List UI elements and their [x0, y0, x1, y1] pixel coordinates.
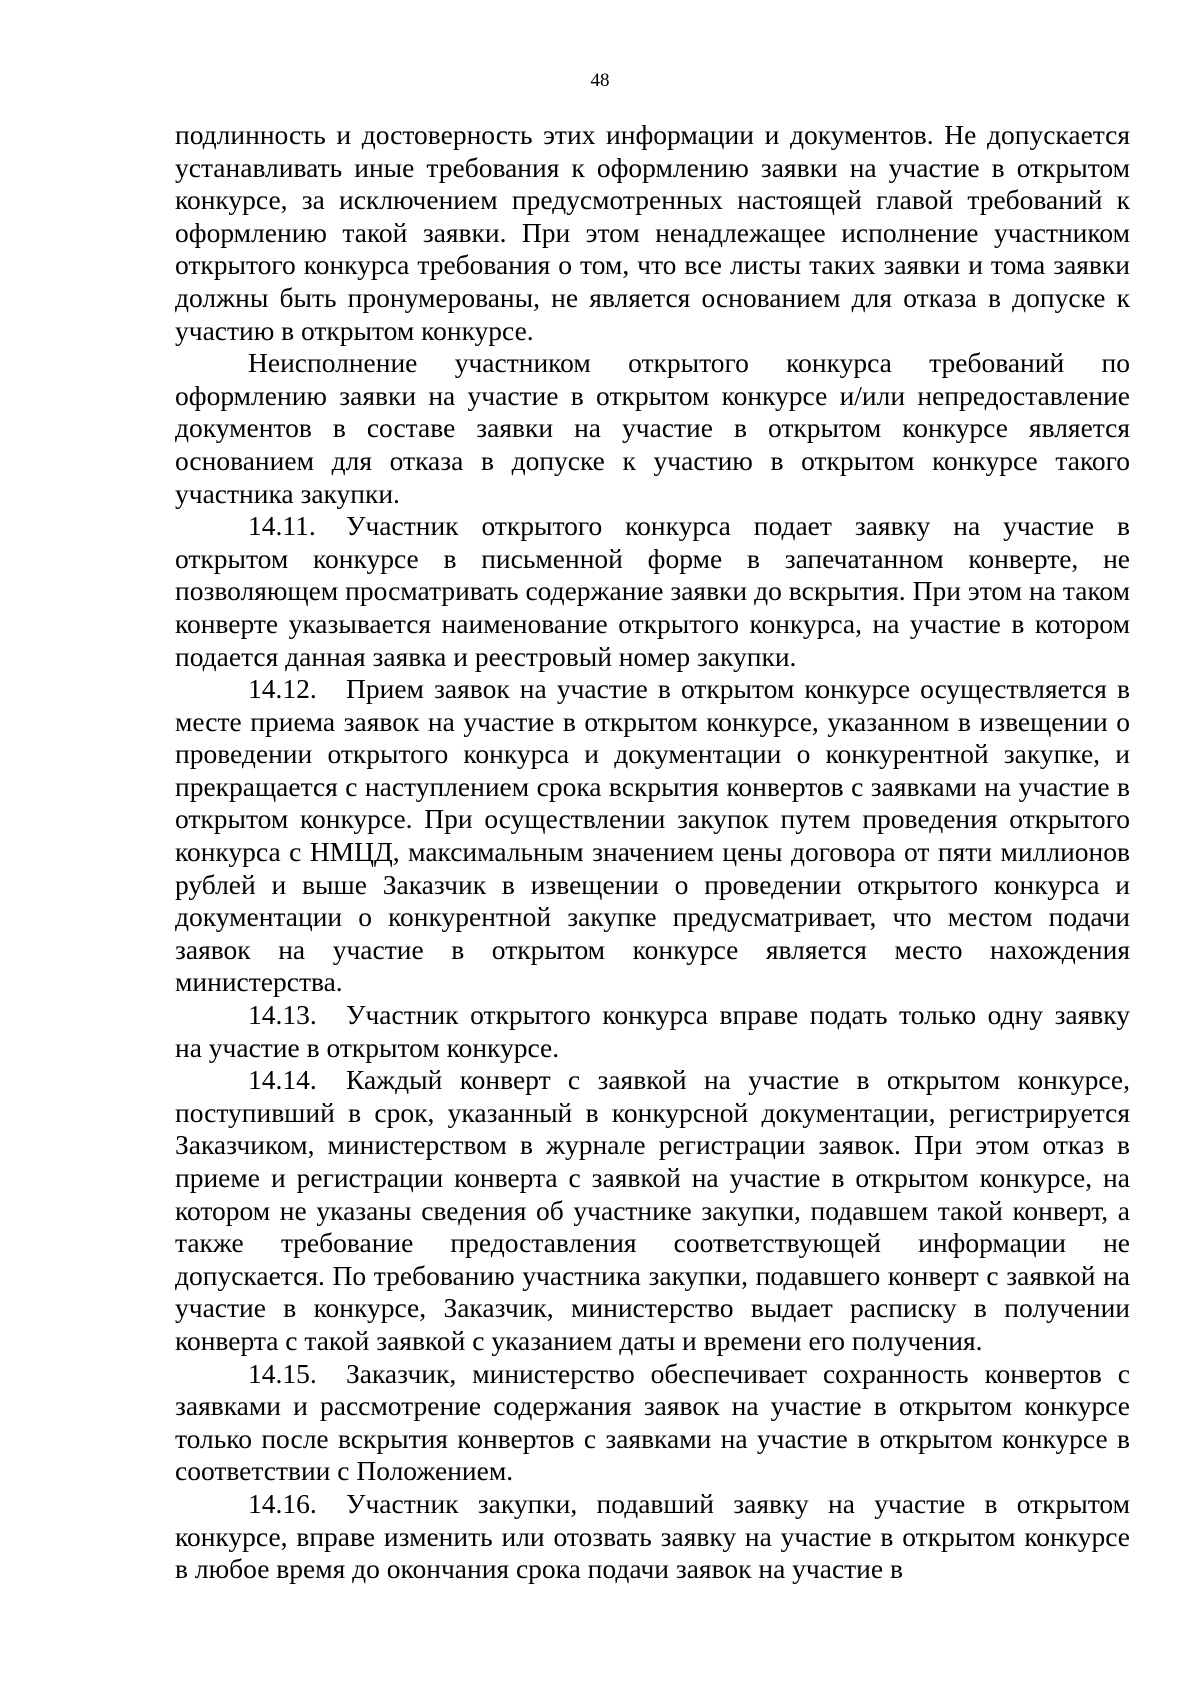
- clause-number: 14.16.: [248, 1487, 317, 1519]
- paragraph: [175, 347, 1130, 510]
- page-number: 48: [590, 70, 610, 91]
- paragraph-text: Участник закупки, подавший заявку на участие в открытом конкурсе, вправе изменить или отозвать заявку на участие в открытом конкурсе в любое время до окончания срока подачи заявок на участие в: [175, 1487, 1130, 1585]
- paragraph-text: подлинность и достоверность этих информации и документов. Не допускается устанавливать иные требования к оформлению заявки на участие в открытом конкурсе, за исключением предусмотренных настоящей главой требований к оформлению такой заявки. При этом ненадлежащее исполнение участником открытого конкурса требования о том, что все листы таких заявки и тома заявки должны быть пронумерованы, не является основанием для отказа в допуске к участию в открытом конкурсе.: [175, 119, 1130, 346]
- clause-number: 14.12.: [248, 673, 317, 705]
- paragraph-14-14: [175, 1064, 1130, 1357]
- paragraph-text: Заказчик, министерство обеспечивает сохранность конвертов с заявками и рассмотрение содержания заявок на участие в открытом конкурсе только после вскрытия конвертов с заявками на участие в открытом конкурсе в соответствии с Положением.: [175, 1357, 1130, 1487]
- paragraph-14-15: [175, 1358, 1130, 1488]
- body-text: [175, 119, 1130, 1586]
- paragraph-text: Участник открытого конкурса подает заявку на участие в открытом конкурсе в письменной форме в запечатанном конверте, не позволяющем просматривать содержание заявки до вскрытия. При этом на таком конверте указывается наименование открытого конкурса, на участие в котором подается данная заявка и реестровый номер закупки.: [175, 510, 1130, 672]
- paragraph-text: Прием заявок на участие в открытом конкурсе осуществляется в месте приема заявок на участие в открытом конкурсе, указанном в извещении о проведении открытого конкурса и документации о конкурентной закупке, и прекращается с наступлением срока вскрытия конвертов с заявками на участие в открытом конкурсе. При осуществлении закупок путем проведения открытого конкурса с НМЦД, максимальным значением цены договора от пяти миллионов рублей и выше Заказчик в извещении о проведении открытого конкурса и документации о конкурентной закупке предусматривает, что местом подачи заявок на участие в открытом конкурсе является место нахождения министерства.: [175, 673, 1130, 998]
- paragraph-14-11: [175, 510, 1130, 673]
- paragraph-continuation: [175, 119, 1130, 347]
- paragraph-14-16: [175, 1488, 1130, 1586]
- paragraph-14-12: [175, 673, 1130, 999]
- clause-number: 14.15.: [248, 1357, 317, 1389]
- paragraph-text: Участник открытого конкурса вправе подать только одну заявку на участие в открытом конкурсе.: [175, 999, 1130, 1063]
- paragraph-text: Неисполнение участником открытого конкурса требований по оформлению заявки на участие в открытом конкурсе и/или непредоставление документов в составе заявки на участие в открытом конкурсе является основанием для отказа в допуске к участию в открытом конкурсе такого участника закупки.: [175, 347, 1130, 509]
- paragraph-14-13: [175, 999, 1130, 1064]
- clause-number: 14.11.: [248, 510, 316, 542]
- clause-number: 14.14.: [248, 1064, 317, 1096]
- paragraph-text: Каждый конверт с заявкой на участие в открытом конкурсе, поступивший в срок, указанный в конкурсной документации, регистрируется Заказчиком, министерством в журнале регистрации заявок. При этом отказ в приеме и регистрации конверта с заявкой на участие в открытом конкурсе, на котором не указаны сведения об участнике закупки, подавшем такой конверт, а также требование предоставления соответствующей информации не допускается. По требованию участника закупки, подавшего конверт с заявкой на участие в конкурсе, Заказчик, министерство выдает расписку в получении конверта с такой заявкой с указанием даты и времени его получения.: [175, 1064, 1130, 1356]
- clause-number: 14.13.: [248, 999, 317, 1031]
